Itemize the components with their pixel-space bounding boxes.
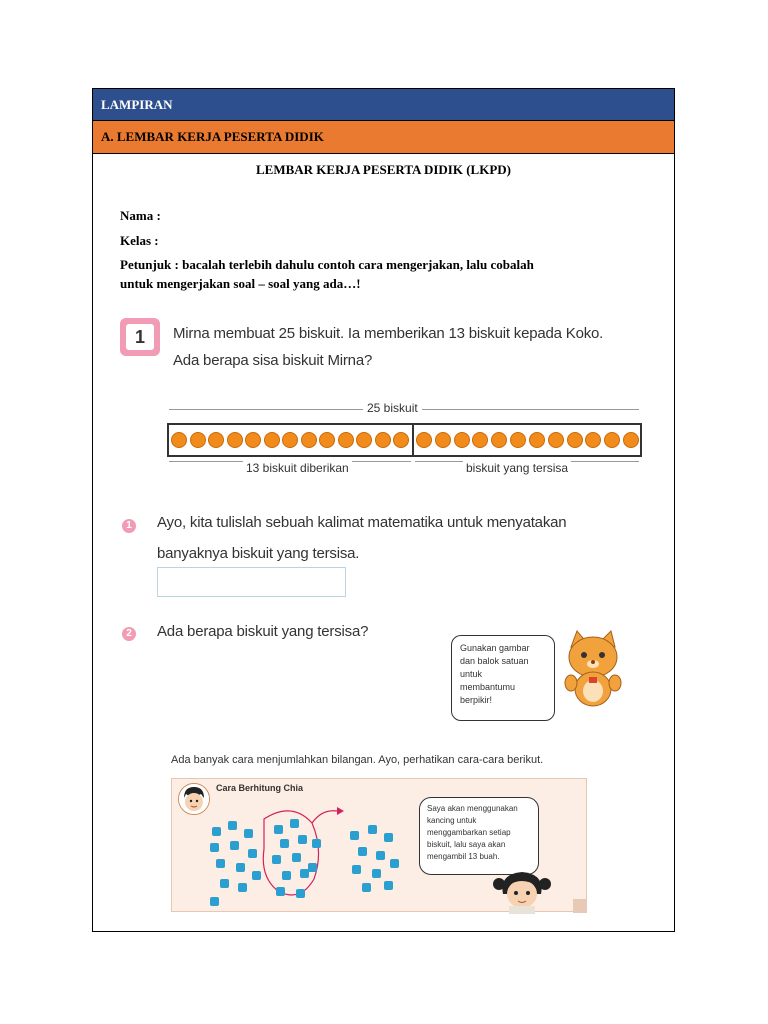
chia-panel-title: Cara Berhitung Chia bbox=[216, 783, 304, 793]
button-counter-9 bbox=[252, 871, 261, 880]
button-counter-21 bbox=[276, 887, 285, 896]
answer-input[interactable] bbox=[157, 567, 346, 597]
subsection-title: A. LEMBAR KERJA PESERTA DIDIK bbox=[93, 121, 674, 154]
hint-line-1: Gunakan gambar bbox=[460, 643, 530, 653]
button-counter-8 bbox=[236, 863, 245, 872]
button-counter-29 bbox=[372, 869, 381, 878]
chia-bubble-line-5: mengambil 13 buah. bbox=[427, 852, 500, 861]
step-1-badge: 1 bbox=[122, 519, 136, 533]
biscuit-22 bbox=[567, 432, 583, 448]
biscuit-11 bbox=[356, 432, 372, 448]
button-counter-27 bbox=[376, 851, 385, 860]
button-counter-31 bbox=[362, 883, 371, 892]
button-counter-5 bbox=[230, 841, 239, 850]
button-counter-10 bbox=[220, 879, 229, 888]
chia-bubble-line-4: biskuit, lalu saya akan bbox=[427, 840, 506, 849]
button-counter-34 bbox=[308, 863, 317, 872]
button-counter-6 bbox=[248, 849, 257, 858]
button-counter-26 bbox=[358, 847, 367, 856]
problem-number: 1 bbox=[126, 324, 154, 350]
button-counter-33 bbox=[312, 839, 321, 848]
button-counter-7 bbox=[216, 859, 225, 868]
biscuit-13 bbox=[393, 432, 409, 448]
hint-line-4: membantumu bbox=[460, 682, 516, 692]
example-intro: Ada banyak cara menjumlahkan bilangan. Ayo, perhatikan cara-cara berikut. bbox=[171, 754, 544, 766]
button-counter-24 bbox=[368, 825, 377, 834]
instruction-line-1: Petunjuk : bacalah terlebih dahulu contoh cara mengerjakan, lalu cobalah bbox=[120, 257, 534, 272]
button-counter-19 bbox=[282, 871, 291, 880]
button-counter-13 bbox=[274, 825, 283, 834]
bar-divider bbox=[412, 423, 414, 457]
biscuit-4 bbox=[227, 432, 243, 448]
class-label: Kelas : bbox=[120, 233, 159, 248]
instructions bbox=[120, 255, 650, 293]
girl-chia-icon bbox=[489, 864, 555, 914]
button-counter-18 bbox=[292, 853, 301, 862]
button-counter-1 bbox=[212, 827, 221, 836]
biscuit-16 bbox=[454, 432, 470, 448]
panel-fold-corner bbox=[573, 899, 587, 913]
hint-line-3: untuk bbox=[460, 669, 483, 679]
step-1-line-2: banyaknya biskuit yang tersisa. bbox=[157, 545, 360, 562]
problem-line-2: Ada berapa sisa biskuit Mirna? bbox=[173, 352, 373, 369]
biscuit-21 bbox=[548, 432, 564, 448]
biscuit-20 bbox=[529, 432, 545, 448]
biscuit-6 bbox=[264, 432, 280, 448]
bar-total-label: 25 biskuit bbox=[363, 401, 422, 415]
button-counter-32 bbox=[384, 881, 393, 890]
biscuit-10 bbox=[338, 432, 354, 448]
biscuit-15 bbox=[435, 432, 451, 448]
biscuit-25 bbox=[623, 432, 639, 448]
biscuit-2 bbox=[190, 432, 206, 448]
button-counter-28 bbox=[352, 865, 361, 874]
button-counter-23 bbox=[350, 831, 359, 840]
name-label: Nama : bbox=[120, 208, 161, 223]
instruction-line-2: untuk mengerjakan soal – soal yang ada…! bbox=[120, 276, 361, 291]
worksheet-title: LEMBAR KERJA PESERTA DIDIK (LKPD) bbox=[256, 162, 511, 177]
worksheet-sheet bbox=[92, 88, 675, 932]
button-counter-11 bbox=[238, 883, 247, 892]
button-counter-2 bbox=[228, 821, 237, 830]
biscuit-3 bbox=[208, 432, 224, 448]
chia-bubble-line-2: kancing untuk bbox=[427, 816, 477, 825]
bar-given-label: 13 biskuit diberikan bbox=[243, 461, 352, 475]
section-title: LAMPIRAN bbox=[93, 89, 674, 121]
biscuit-9 bbox=[319, 432, 335, 448]
chia-bubble-line-3: menggambarkan setiap bbox=[427, 828, 511, 837]
biscuit-12 bbox=[375, 432, 391, 448]
hint-bubble bbox=[451, 635, 555, 721]
bar-left-label: biskuit yang tersisa bbox=[463, 461, 571, 475]
button-counter-14 bbox=[290, 819, 299, 828]
biscuit-1 bbox=[171, 432, 187, 448]
step-2-text: Ada berapa biskuit yang tersisa? bbox=[157, 623, 369, 640]
button-counter-12 bbox=[210, 897, 219, 906]
button-counter-16 bbox=[298, 835, 307, 844]
biscuit-7 bbox=[282, 432, 298, 448]
button-counter-3 bbox=[244, 829, 253, 838]
biscuit-19 bbox=[510, 432, 526, 448]
button-counter-17 bbox=[272, 855, 281, 864]
hint-line-5: berpikir! bbox=[460, 695, 493, 705]
hint-line-2: dan balok satuan bbox=[460, 656, 529, 666]
button-counter-4 bbox=[210, 843, 219, 852]
step-2-badge: 2 bbox=[122, 627, 136, 641]
problem-number-badge bbox=[120, 318, 160, 356]
button-counter-25 bbox=[384, 833, 393, 842]
biscuit-8 bbox=[301, 432, 317, 448]
button-counter-30 bbox=[390, 859, 399, 868]
button-counter-22 bbox=[296, 889, 305, 898]
chia-bubble-line-1: Saya akan menggunakan bbox=[427, 804, 518, 813]
problem-text bbox=[173, 320, 653, 374]
biscuit-14 bbox=[416, 432, 432, 448]
step-1-line-1: Ayo, kita tulislah sebuah kalimat matematika untuk menyatakan bbox=[157, 514, 567, 531]
cat-mascot-icon bbox=[561, 629, 625, 709]
problem-line-1: Mirna membuat 25 biskuit. Ia memberikan 13 biskuit kepada Koko. bbox=[173, 325, 604, 342]
button-counter-15 bbox=[280, 839, 289, 848]
biscuit-5 bbox=[245, 432, 261, 448]
step-1-text bbox=[157, 507, 566, 569]
